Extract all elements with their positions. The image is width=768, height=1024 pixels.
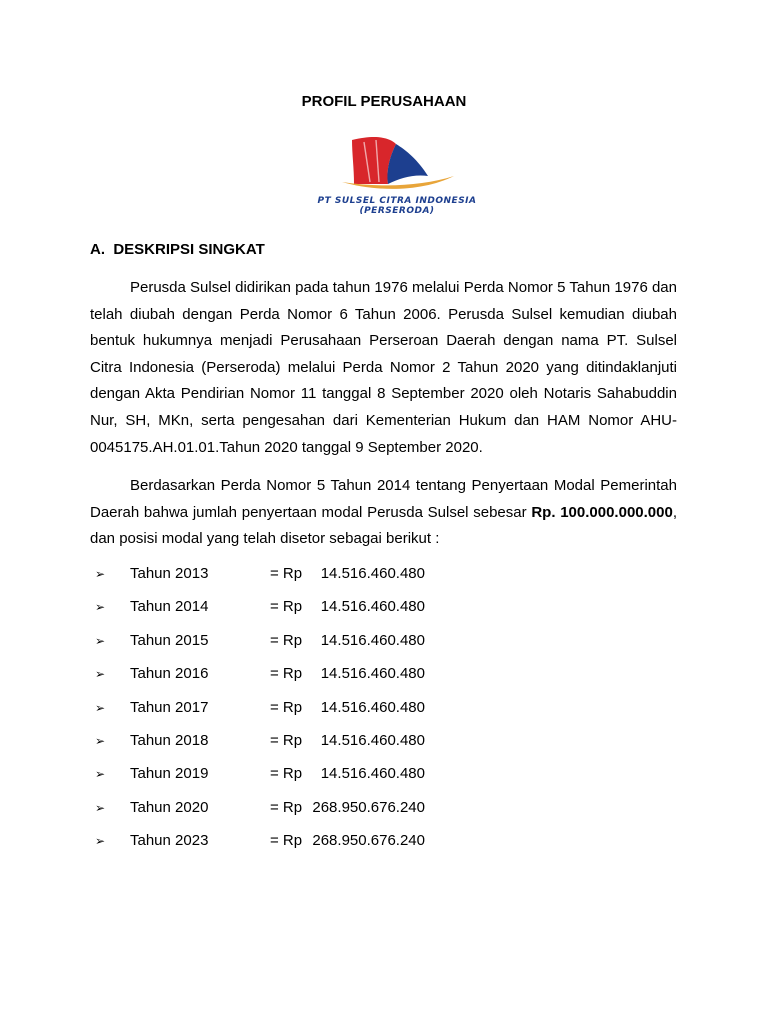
year-label: Tahun 2013 bbox=[130, 565, 209, 582]
arrow-bullet-icon: ➢ bbox=[95, 600, 106, 615]
currency-label: = Rp bbox=[270, 565, 303, 582]
year-label: Tahun 2015 bbox=[130, 631, 209, 649]
arrow-bullet-icon: ➢ bbox=[95, 567, 106, 581]
year-label: Tahun 2018 bbox=[130, 731, 209, 749]
paragraph-capital-text: Berdasarkan Perda Nomor 5 Tahun 2014 tentang Penyertaan Modal Pemerintah Daerah bahwa jumlah penyertaan modal Perusda Sulsel sebesar bbox=[90, 477, 677, 521]
amount-value: 14.516.460.480 bbox=[320, 598, 425, 616]
year-label: Tahun 2019 bbox=[130, 765, 209, 783]
year-label: Tahun 2016 bbox=[130, 665, 209, 683]
year-label: Tahun 2017 bbox=[130, 698, 209, 716]
amount-value: 14.516.460.480 bbox=[320, 731, 425, 749]
amount-value: 268.950.676.240 bbox=[312, 798, 425, 816]
currency-label: = Rp bbox=[270, 765, 303, 783]
amount-value: 268.950.676.240 bbox=[312, 832, 425, 850]
arrow-bullet-icon: ➢ bbox=[95, 667, 106, 682]
currency-label: = Rp bbox=[270, 631, 303, 649]
logo-company-type: (PERSERODA) bbox=[359, 206, 435, 216]
arrow-bullet-icon: ➢ bbox=[95, 800, 106, 815]
currency-label: = Rp bbox=[270, 798, 303, 816]
arrow-bullet-icon: ➢ bbox=[95, 767, 106, 782]
currency-label: = Rp bbox=[270, 832, 303, 850]
logo-company-name: PT SULSEL CITRA INDONESIA bbox=[317, 196, 477, 206]
amount-value: 14.516.460.480 bbox=[320, 698, 425, 716]
paragraph-capital-tail: , dan posisi modal yang telah disetor sebagai berikut : bbox=[90, 503, 677, 548]
paragraph-history: Perusda Sulsel didirikan pada tahun 1976 melalui Perda Nomor 5 Tahun 1976 dan telah diubah dengan Perda Nomor 6 Tahun 2006. Perusda Sulsel kemudian diubah bentuk hukumnya menjadi Perusahaan Perseroan Daerah dengan nama PT. Sulsel Citra Indonesia (Perseroda) melalui Perda Nomor 2 Tahun 2020 yang ditindaklanjuti dengan Akta Pendirian Nomor 11 tanggal 8 September 2020 oleh Notaris Sahabuddin Nur, SH, MKn, serta pengesahan dari Kementerian Hukum dan HAM Nomor AHU-0045175.AH.01.01.Tahun 2020 tanggal 9 September 2020. bbox=[90, 279, 677, 456]
amount-value: 14.516.460.480 bbox=[320, 765, 425, 783]
currency-label: = Rp bbox=[270, 698, 303, 716]
arrow-bullet-icon: ➢ bbox=[95, 834, 106, 849]
currency-label: = Rp bbox=[270, 731, 303, 749]
arrow-bullet-icon: ➢ bbox=[95, 700, 106, 715]
amount-value: 14.516.460.480 bbox=[320, 565, 425, 582]
year-label: Tahun 2023 bbox=[130, 832, 209, 850]
capital-amount-total: Rp. 100.000.000.000 bbox=[531, 503, 673, 521]
paragraph-capital bbox=[90, 473, 677, 553]
section-heading: A. DESKRIPSI SINGKAT bbox=[90, 241, 265, 258]
currency-label: = Rp bbox=[270, 598, 303, 616]
amount-value: 14.516.460.480 bbox=[320, 665, 425, 683]
amount-value: 14.516.460.480 bbox=[320, 631, 425, 649]
company-logo bbox=[282, 132, 512, 232]
page-title: PROFIL PERUSAHAAN bbox=[301, 93, 467, 110]
currency-label: = Rp bbox=[270, 665, 303, 683]
year-label: Tahun 2014 bbox=[130, 598, 209, 616]
arrow-bullet-icon: ➢ bbox=[95, 633, 106, 648]
year-label: Tahun 2020 bbox=[130, 798, 209, 816]
sail-boat-icon bbox=[282, 132, 512, 194]
arrow-bullet-icon: ➢ bbox=[95, 733, 106, 748]
